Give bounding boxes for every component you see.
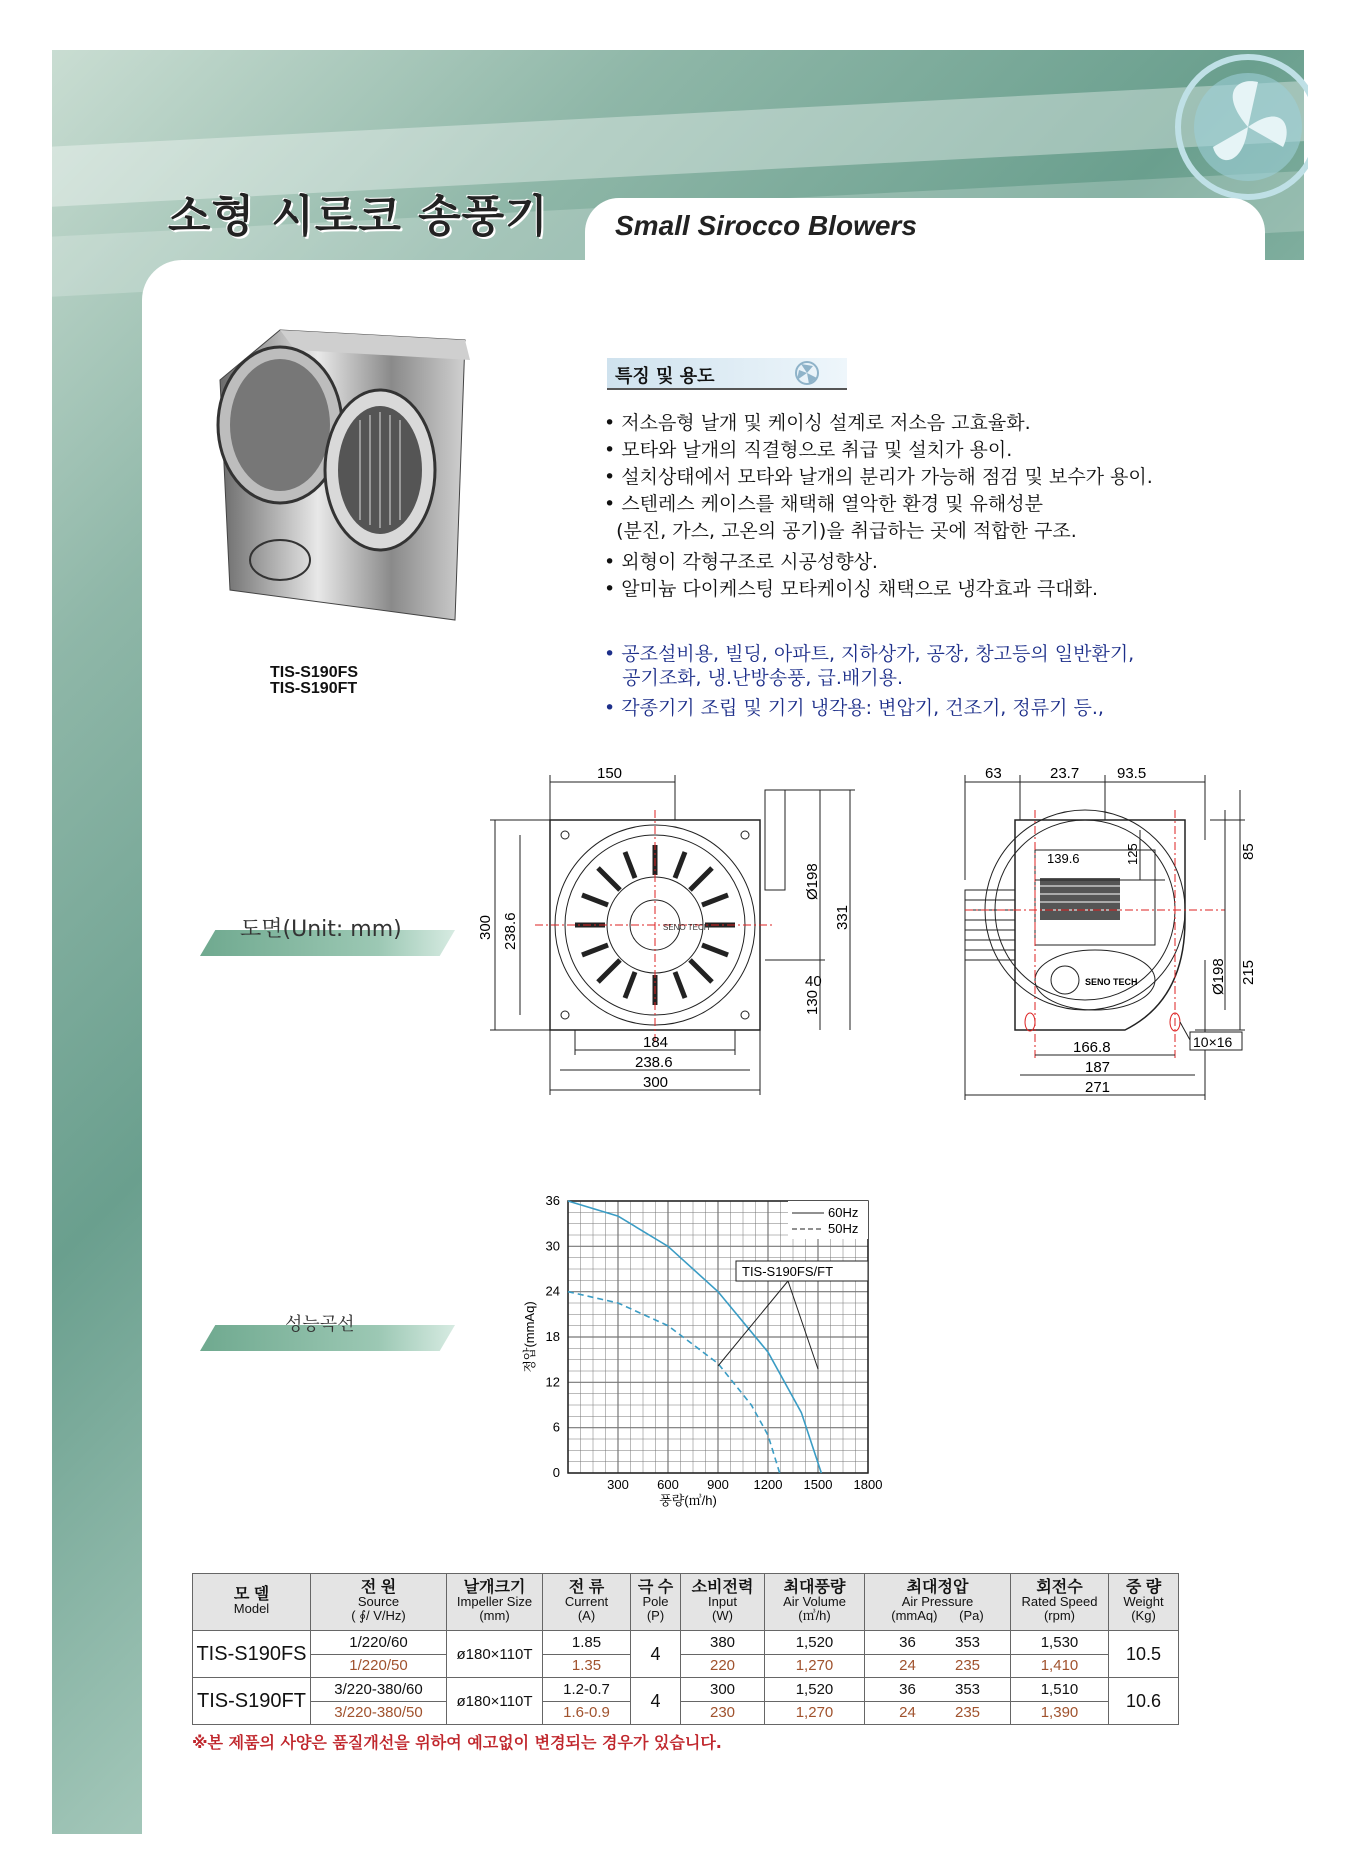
brand-mark: SENO TECH [663,923,710,932]
current-cell: 1.35 [543,1654,631,1678]
dim-label: 10×16 [1193,1034,1233,1050]
dim-label: 166.8 [1073,1039,1111,1056]
input-cell: 380 [681,1631,765,1655]
header-en: Weight [1123,1594,1164,1609]
air-volume-cell: 1,270 [765,1701,865,1725]
brand-mark: SENO TECH [1085,977,1138,987]
y-tick-label: 24 [545,1283,560,1299]
speed-cell: 1,530 [1011,1631,1109,1655]
weight-cell: 10.6 [1109,1678,1179,1725]
y-tick-label: 0 [552,1465,560,1480]
annotation-leader [788,1281,818,1369]
table-header-cell [1011,1574,1109,1631]
pole-cell: 4 [631,1631,681,1678]
pa-value: 353 [954,1633,981,1651]
x-tick-label: 1200 [753,1477,783,1492]
y-tick-label: 18 [545,1329,560,1344]
input-cell: 220 [681,1654,765,1678]
table-header-cell [681,1574,765,1631]
header-en: Input [708,1594,737,1609]
dim-label: 187 [1085,1059,1111,1076]
y-tick-label: 36 [545,1193,560,1208]
table-header-cell [765,1574,865,1631]
y-tick-label: 12 [545,1374,560,1390]
y-tick-label: 30 [545,1238,560,1254]
legend-label: 60Hz [828,1205,859,1220]
pressure-cell [865,1654,1011,1678]
header-ko: 회전수 [1036,1579,1083,1596]
header-unit: (P) [646,1608,665,1623]
header-en: Pole [642,1594,669,1609]
uses-list [604,642,1134,720]
model-name: TIS-S190FS [270,664,359,681]
source-cell: 3/220-380/60 [311,1678,447,1702]
annotation-leader [718,1281,788,1366]
impeller-cell: ø180×110T [447,1631,543,1678]
header-ko: 전 류 [568,1579,605,1596]
features-list [604,410,1153,603]
features-heading [607,358,847,390]
header-en: Model [233,1601,270,1616]
performance-chart [520,1185,900,1520]
source-cell: 1/220/60 [311,1631,447,1655]
table-header-cell [1109,1574,1179,1631]
current-cell: 1.2-0.7 [543,1678,631,1702]
header-unit: (A) [577,1608,596,1623]
header-unit: (㎥/h) [798,1608,831,1623]
current-cell: 1.85 [543,1631,631,1655]
impeller-cell: ø180×110T [447,1678,543,1725]
pa-value: 235 [954,1657,981,1675]
header-en: Current [564,1594,609,1609]
table-row [193,1678,1179,1702]
x-axis-label: 풍량(㎥/h) [659,1493,717,1508]
source-cell: 3/220-380/50 [311,1701,447,1725]
dim-label: 23.7 [1050,765,1080,782]
use-item: • 각종기기 조립 및 기기 냉각용: 변압기, 건조기, 정류기 등., [604,697,1104,719]
dim-label: 130 [804,989,821,1015]
model-caption [270,665,358,697]
header-en: Rated Speed [1021,1594,1098,1609]
header-ko: 최대정압 [906,1579,969,1596]
annotation-label: TIS-S190FS/FT [742,1264,834,1279]
header-ko: 극 수 [637,1579,674,1596]
fan-logo-icon [1158,52,1308,202]
speed-cell: 1,410 [1011,1654,1109,1678]
input-cell: 300 [681,1678,765,1702]
pole-cell: 4 [631,1678,681,1725]
feature-item: • 저소음형 날개 및 케이싱 설계로 저소음 고효율화. [604,412,1031,434]
model-cell: TIS-S190FT [193,1678,311,1725]
source-cell: 1/220/50 [311,1654,447,1678]
fan-decoration-icon [767,360,842,386]
spec-table [192,1573,1179,1725]
y-axis-label: 정압(mmAq) [522,1301,537,1373]
header-ko: 소비전력 [691,1579,754,1596]
pressure-cell [865,1631,1011,1655]
mmaq-value: 24 [899,1657,916,1675]
use-item: • 공조설비용, 빌딩, 아파트, 지하상가, 공장, 창고등의 일반환기, [604,643,1135,665]
model-name: TIS-S190FT [270,680,358,697]
header-ko: 전 원 [360,1579,397,1596]
header-unit: (mm) [479,1608,510,1623]
mmaq-value: 24 [899,1704,916,1722]
front-view-drawing [475,760,900,1140]
mmaq-value: 36 [899,1680,916,1698]
x-tick-label: 1800 [853,1477,883,1492]
header-ko: 모 델 [233,1586,270,1603]
current-cell: 1.6-0.9 [543,1701,631,1725]
feature-item: • 스텐레스 케이스를 채택해 열악한 환경 및 유해성분 [604,493,1043,515]
table-header-cell [865,1574,1011,1631]
header-en: Source [357,1594,400,1609]
dim-label: 238.6 [502,912,519,950]
pressure-cell [865,1678,1011,1702]
header-en: Air Volume [783,1594,846,1609]
dim-label: 40 [805,973,822,990]
table-header-row [193,1574,1179,1631]
table-row [193,1654,1179,1678]
air-volume-cell: 1,520 [765,1678,865,1702]
feature-item: • 외형이 각형구조로 시공성향상. [604,551,878,573]
dim-label: 125 [1125,843,1140,865]
dim-label: 184 [643,1034,669,1051]
dim-label: 215 [1240,959,1257,985]
mmaq-value: 36 [899,1633,916,1651]
feature-item: • 알미늄 다이케스팅 모타케이싱 채택으로 냉각효과 극대화. [604,578,1098,600]
dim-label: Ø198 [804,863,821,900]
table-header-cell [311,1574,447,1631]
model-cell: TIS-S190FS [193,1631,311,1678]
page-title: 소형 시로코 송풍기 [168,191,549,242]
performance-label: 성능곡선 [285,1314,355,1335]
table-header-cell [193,1574,311,1631]
pa-value: 235 [954,1704,981,1722]
header-unit: (mmAq) (Pa) [891,1608,984,1623]
dim-label: 139.6 [1047,851,1080,866]
header-ko: 최대풍량 [783,1579,846,1596]
feature-item: • 모타와 날개의 직결형으로 취급 및 설치가 용이. [604,439,1013,461]
weight-cell: 10.5 [1109,1631,1179,1678]
x-tick-label: 1500 [803,1477,833,1492]
dim-label: 331 [834,904,851,930]
header-unit: (W) [712,1608,733,1623]
speed-cell: 1,510 [1011,1678,1109,1702]
table-row [193,1631,1179,1655]
table-row [193,1701,1179,1725]
features-heading-text: 특징 및 용도 [615,366,715,387]
use-item: 공기조화, 냉.난방송풍, 급.배기용. [604,667,903,689]
dim-label: 238.6 [635,1054,673,1071]
header-unit: (rpm) [1043,1608,1076,1623]
legend-label: 50Hz [828,1221,859,1236]
header-en: Impeller Size [456,1594,533,1609]
dim-label: 271 [1085,1079,1111,1096]
feature-item: • 설치상태에서 모타와 날개의 분리가 가능해 점검 및 보수가 용이. [604,466,1153,488]
header-unit: ( ∮/ V/Hz) [351,1608,406,1623]
speed-cell: 1,390 [1011,1701,1109,1725]
side-view-drawing [935,760,1260,1140]
x-tick-label: 900 [707,1477,729,1492]
header-unit: (Kg) [1131,1608,1156,1623]
dim-label: 85 [1240,843,1257,860]
footer-note: ※본 제품의 사양은 품질개선을 위하여 예고없이 변경되는 경우가 있습니다. [192,1733,722,1752]
dim-label: 150 [597,765,623,782]
x-tick-label: 600 [657,1477,679,1492]
dim-label: 63 [985,765,1002,782]
pressure-cell [865,1701,1011,1725]
header-ko: 중 량 [1125,1579,1162,1596]
y-tick-label: 6 [552,1419,560,1435]
page-subtitle: Small Sirocco Blowers [615,210,917,241]
dim-label: 93.5 [1117,765,1147,782]
table-header-cell [631,1574,681,1631]
table-header-cell [447,1574,543,1631]
dim-label: Ø198 [1210,958,1227,995]
pa-value: 353 [954,1680,981,1698]
product-photo [200,320,480,640]
header-ko: 날개크기 [463,1579,526,1596]
input-cell: 230 [681,1701,765,1725]
header-en: Air Pressure [901,1594,974,1609]
dim-label: 300 [477,914,494,940]
air-volume-cell: 1,270 [765,1654,865,1678]
x-tick-label: 300 [607,1477,629,1492]
air-volume-cell: 1,520 [765,1631,865,1655]
dim-label: 300 [643,1074,669,1091]
drawing-label: 도면(Unit: mm) [240,917,402,942]
feature-item: (분진, 가스, 고온의 공기)을 취급하는 곳에 적합한 구조. [604,520,1077,542]
table-header-cell [543,1574,631,1631]
